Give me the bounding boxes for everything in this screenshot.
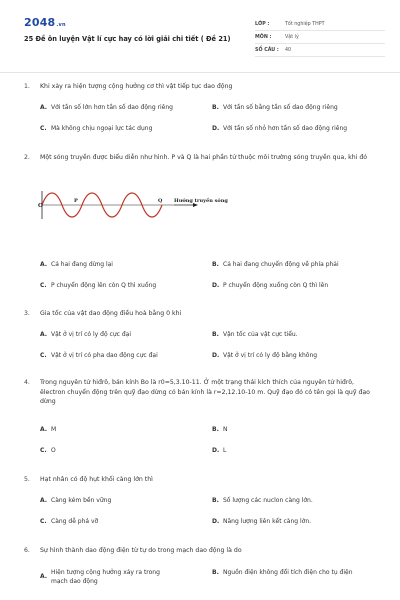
option-text: Vật ở vị trí có pha dao động cực đại — [51, 352, 158, 359]
question-text: Trong nguyên tử hiđrô, bán kính Bo là r0=5,3.10-11. Ở một trạng thái kích thích của nguyên tử hiđrô, êlectron chuyển động trên quỹ đạo dừng có bán kính là r=2,12.10-10 m. Quỹ đạo đó có tên gọi là quỹ đạo dừng — [40, 379, 370, 405]
meta-value: 40 — [285, 47, 292, 53]
answer-option-a[interactable] — [40, 426, 210, 435]
answer-option-c[interactable] — [40, 125, 210, 134]
option-text: Với tần số bằng tần số dao động riêng — [223, 104, 338, 111]
document-title: 25 Đề ôn luyện Vật lí cực hay có lời giải chi tiết ( Đề 21) — [24, 35, 231, 43]
meta-row-class — [255, 18, 385, 31]
option-text: Cả hai đang dừng lại — [51, 261, 113, 268]
answer-option-b[interactable] — [212, 569, 382, 578]
option-text: P chuyển động xuống còn Q thì lên — [223, 282, 329, 289]
option-letter: B. — [212, 104, 219, 111]
option-text: Mà không chịu ngoại lực tác dụng — [51, 125, 153, 132]
question-stem — [24, 475, 380, 485]
label-q: Q — [158, 198, 163, 204]
answer-option-d[interactable] — [212, 125, 382, 134]
option-text: Vật ở vị trí có ly độ bằng không — [223, 352, 318, 359]
option-letter: D. — [212, 282, 220, 289]
question-text: Một sóng truyền được biểu diễn như hình. P và Q là hai phần tử thuộc môi trường sóng truyền qua, khi đó — [40, 154, 368, 161]
option-text: Càng kém bền vững — [51, 497, 112, 504]
option-letter: D. — [212, 125, 220, 132]
label-o: O — [38, 203, 43, 209]
label-p: P — [74, 198, 78, 204]
option-letter: D. — [212, 447, 220, 454]
answer-option-b[interactable] — [212, 497, 382, 506]
question-6 — [24, 546, 380, 596]
option-text: Năng lượng liên kết càng lớn. — [223, 518, 312, 525]
question-4 — [24, 378, 380, 463]
answer-option-b[interactable] — [212, 426, 382, 435]
option-text: Vật ở vị trí có ly độ cực đại — [51, 331, 131, 338]
question-number: 2. — [24, 154, 30, 161]
option-letter: C. — [40, 352, 47, 359]
logo-main: 2048 — [24, 16, 56, 29]
question-text: Khi xảy ra hiện tượng cộng hưởng cơ thì vật tiếp tục dao động — [40, 83, 233, 90]
option-letter: C. — [40, 282, 47, 289]
option-text: L — [223, 447, 227, 454]
answer-option-b[interactable] — [212, 331, 382, 340]
answer-option-d[interactable] — [212, 447, 382, 456]
option-text: Càng dễ phá vỡ — [51, 518, 99, 525]
question-number: 1. — [24, 83, 30, 90]
question-text: Sự hình thành dao động điện từ tự do trong mạch dao động là do — [40, 547, 242, 554]
question-number: 3. — [24, 310, 30, 317]
header-divider — [0, 72, 400, 73]
question-text: Gia tốc của vật dao động điều hoà bằng 0 khi — [40, 310, 182, 317]
answer-option-a[interactable] — [40, 104, 210, 113]
option-text: Cả hai đang chuyển động về phía phải — [223, 261, 339, 268]
option-letter: A. — [40, 497, 48, 504]
meta-key: LỚP : — [255, 21, 270, 27]
option-text: Số lượng các nuclon càng lớn. — [223, 497, 313, 504]
option-text: Với tần số lớn hơn tần số dao động riêng — [51, 104, 173, 111]
meta-row-subject — [255, 31, 385, 44]
option-letter: C. — [40, 447, 47, 454]
meta-value: Tốt nghiệp THPT — [285, 21, 325, 27]
answer-option-d[interactable] — [212, 352, 382, 361]
option-letter: A. — [40, 104, 48, 111]
option-letter: D. — [212, 518, 220, 525]
answer-option-c[interactable] — [40, 518, 210, 527]
meta-key: SỐ CÂU : — [255, 47, 279, 53]
option-text: O — [51, 447, 56, 454]
answer-option-c[interactable] — [40, 447, 210, 456]
option-text: Nguồn điện không đổi tích điện cho tụ điện — [223, 569, 353, 576]
question-number: 4. — [24, 379, 30, 386]
propagation-caption: Hướng truyền sóng — [174, 198, 228, 204]
document-meta — [255, 18, 385, 57]
option-letter: B. — [212, 331, 219, 338]
wave-figure — [38, 185, 278, 225]
question-stem — [24, 82, 380, 92]
option-letter: A. — [40, 426, 48, 433]
answer-option-c[interactable] — [40, 352, 210, 361]
question-1 — [24, 82, 380, 142]
option-letter: C. — [40, 125, 47, 132]
option-letter: A. — [40, 261, 48, 268]
answer-option-a[interactable] — [40, 569, 210, 586]
option-letter: A. — [40, 573, 48, 581]
option-text: M — [51, 426, 57, 433]
answer-option-a[interactable] — [40, 261, 210, 270]
question-stem — [24, 153, 369, 163]
question-text: Hạt nhân có độ hụt khối càng lớn thì — [40, 476, 153, 483]
question-stem — [24, 378, 376, 407]
option-letter: B. — [212, 261, 219, 268]
document-header — [24, 14, 384, 62]
answer-option-d[interactable] — [212, 282, 382, 291]
option-text: Vận tốc của vật cực tiểu. — [223, 331, 298, 338]
answer-option-a[interactable] — [40, 497, 210, 506]
option-letter: B. — [212, 497, 219, 504]
answer-option-a[interactable] — [40, 331, 210, 340]
answer-option-b[interactable] — [212, 104, 382, 113]
option-text: Hiện tượng cộng hưởng xảy ra trong mạch dao động — [51, 569, 160, 585]
logo-suffix: .vn — [56, 22, 66, 28]
meta-value: Vật lý — [285, 34, 299, 40]
option-letter: D. — [212, 352, 220, 359]
option-letter: B. — [212, 426, 219, 433]
question-3 — [24, 309, 380, 369]
answer-option-c[interactable] — [40, 282, 210, 291]
option-text: Với tần số nhỏ hơn tần số dao động riêng — [223, 125, 348, 132]
answer-option-d[interactable] — [212, 518, 382, 527]
question-stem — [24, 546, 380, 556]
question-stem — [24, 309, 380, 319]
site-logo[interactable] — [24, 16, 66, 29]
question-number: 6. — [24, 547, 30, 554]
option-letter: C. — [40, 518, 47, 525]
question-2 — [24, 153, 380, 298]
question-number: 5. — [24, 476, 30, 483]
wave-diagram — [38, 185, 278, 225]
question-5 — [24, 475, 380, 535]
option-letter: B. — [212, 569, 219, 576]
option-letter: A. — [40, 331, 48, 338]
meta-row-count — [255, 44, 385, 57]
option-text: N — [223, 426, 228, 433]
option-text: P chuyển động lên còn Q thì xuống — [51, 282, 157, 289]
answer-option-b[interactable] — [212, 261, 382, 270]
meta-key: MÔN : — [255, 34, 272, 40]
